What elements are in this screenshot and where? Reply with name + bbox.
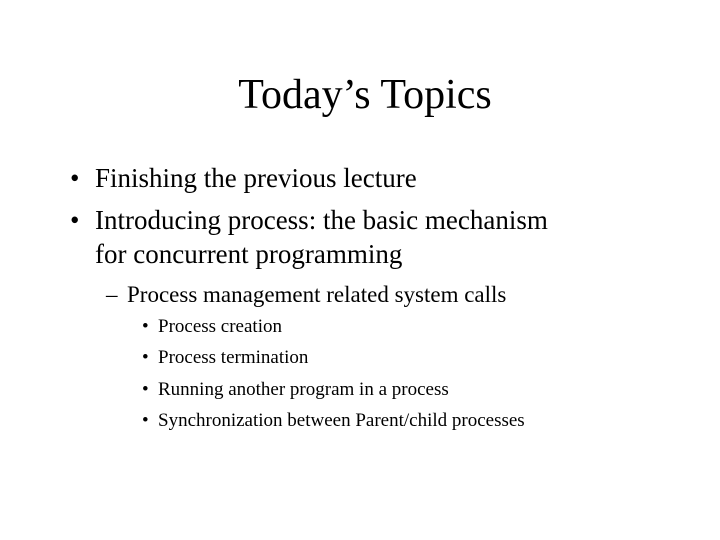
sub-sub-bullet-marker: • (142, 316, 149, 337)
sub-sub-bullet-marker: • (142, 379, 149, 400)
sub-bullet-process-management: Process management related system calls (127, 282, 507, 307)
sub-sub-bullet-running-another-program: Running another program in a process (158, 379, 449, 400)
bullet-finishing-previous-lecture: Finishing the previous lecture (95, 163, 417, 193)
sub-sub-bullet-synchronization: Synchronization between Parent/child processes (158, 410, 525, 431)
sub-sub-bullet-marker: • (142, 410, 149, 431)
bullet-marker: • (70, 205, 80, 235)
sub-sub-bullet-marker: • (142, 347, 149, 368)
bullet-introducing-process-line1: Introducing process: the basic mechanism (95, 205, 548, 235)
sub-sub-bullet-process-termination: Process termination (158, 347, 309, 368)
bullet-introducing-process-line2: for concurrent programming (95, 239, 403, 269)
sub-bullet-marker: – (106, 282, 118, 307)
bullet-marker: • (70, 163, 80, 193)
sub-sub-bullet-process-creation: Process creation (158, 316, 282, 337)
slide-title: Today’s Topics (238, 72, 492, 118)
